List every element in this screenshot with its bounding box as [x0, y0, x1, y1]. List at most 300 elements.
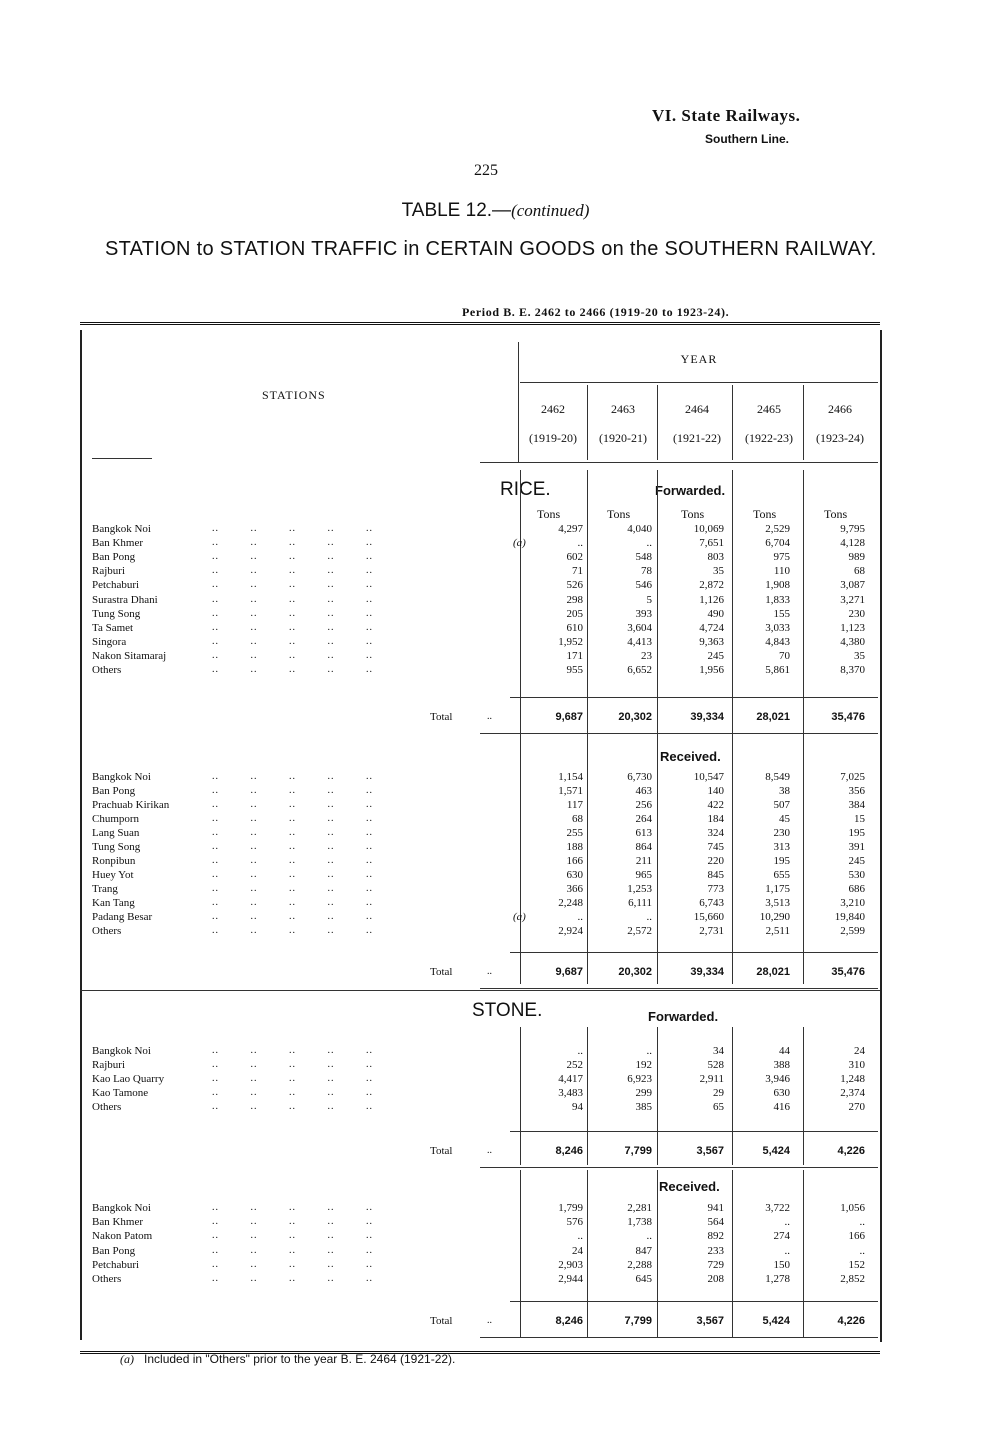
- table-cell: 1,833: [765, 593, 790, 606]
- leader-dots: .. .. .. .. ..: [212, 649, 373, 661]
- table-cell: 1,799: [558, 1202, 583, 1214]
- table-cell: 1,175: [765, 883, 790, 895]
- table-cell: 686: [848, 883, 865, 895]
- total-cell: 9,687: [555, 966, 583, 978]
- table-cell: ..: [859, 1244, 865, 1257]
- table-cell: 1,738: [627, 1216, 652, 1229]
- table-cell: 8,549: [765, 771, 790, 783]
- leader-dots: .. .. .. .. ..: [212, 1202, 373, 1213]
- year-ce-label: (1922-23): [745, 431, 793, 445]
- table-cell: 44: [779, 1045, 790, 1057]
- table-cell: 422: [707, 799, 724, 811]
- table-row: [92, 536, 876, 550]
- table-cell: 3,604: [627, 621, 652, 634]
- table-cell: 29: [713, 1087, 724, 1099]
- station-name: Chumporn: [92, 813, 140, 825]
- total-cell: 35,476: [831, 966, 865, 978]
- station-name: Ta Samet: [92, 621, 134, 634]
- total-cell: 5,424: [762, 1145, 790, 1157]
- table-cell: 192: [635, 1059, 652, 1071]
- table-cell: 2,911: [699, 1073, 724, 1085]
- leader-dots: .. .. .. .. ..: [212, 1230, 373, 1242]
- leader-dots: .. .. .. .. ..: [212, 841, 373, 852]
- table-cell: 68: [854, 565, 865, 578]
- station-name: Singora: [92, 635, 127, 648]
- page-number: 225: [474, 162, 498, 179]
- table-row: [92, 550, 876, 564]
- table-cell: 416: [773, 1101, 790, 1113]
- table-cell: 184: [707, 813, 724, 825]
- total-rule-bottom: [480, 1167, 878, 1168]
- table-cell: 1,123: [840, 621, 865, 634]
- table-frame-right: [877, 330, 882, 1342]
- total-cell: 5,424: [762, 1315, 790, 1327]
- table-cell: 9,363: [699, 635, 724, 648]
- station-name: Petchaburi: [92, 1258, 140, 1271]
- table-continued: (continued): [511, 201, 590, 220]
- table-cell: 166: [848, 1230, 865, 1243]
- leader-dots: .. .. .. .. ..: [212, 1244, 373, 1256]
- table-cell: 233: [707, 1244, 724, 1257]
- station-name: Bangkok Noi: [92, 1045, 151, 1057]
- table-cell: 366: [566, 883, 583, 895]
- table-cell: 548: [635, 551, 652, 564]
- table-row: [92, 798, 876, 812]
- table-cell: ..: [784, 1244, 790, 1257]
- station-name: Lang Suan: [92, 827, 140, 839]
- table-cell: 1,248: [840, 1073, 865, 1085]
- table-row: [92, 578, 876, 592]
- table-cell: 564: [707, 1216, 724, 1229]
- total-rule: [510, 1131, 878, 1132]
- table-cell: 630: [566, 869, 583, 881]
- stations-header: STATIONS: [262, 388, 326, 402]
- leader-dots: .. .. .. .. ..: [212, 593, 373, 605]
- leader-dots: .. .. .. .. ..: [212, 551, 373, 563]
- total-cell: 8,246: [555, 1145, 583, 1157]
- table-cell: 845: [707, 869, 724, 881]
- line-subheading: Southern Line.: [705, 132, 789, 146]
- table-cell: ..: [784, 1216, 790, 1229]
- station-name: Ronpibun: [92, 855, 136, 867]
- commodity-heading: STONE.: [472, 1000, 543, 1021]
- station-name: Trang: [92, 883, 118, 895]
- station-name: Tung Song: [92, 607, 141, 620]
- table-cell: 166: [566, 855, 583, 867]
- leader-dots: .. .. .. .. ..: [212, 1073, 373, 1084]
- total-label: Total: [430, 1315, 453, 1327]
- leader-dots: .. .. .. .. ..: [212, 1258, 373, 1270]
- table-cell: 729: [707, 1258, 724, 1271]
- table-cell: 3,483: [558, 1087, 583, 1099]
- leader-dots: ..: [487, 966, 492, 977]
- year-column-divider: [587, 385, 588, 460]
- year-ce-label: (1919-20): [529, 431, 577, 445]
- table-cell: 2,572: [627, 925, 652, 937]
- table-cell: 195: [848, 827, 865, 839]
- table-cell: ..: [577, 537, 583, 550]
- direction-heading: Forwarded.: [655, 483, 726, 498]
- table-cell: 463: [635, 785, 652, 797]
- table-cell: 5: [646, 593, 652, 606]
- table-cell: ..: [577, 1230, 583, 1243]
- table-row: [92, 868, 876, 882]
- year-ce-label: (1920-21): [599, 431, 647, 445]
- table-cell: 6,730: [627, 771, 652, 783]
- table-row: [92, 621, 876, 635]
- station-name: Bangkok Noi: [92, 1202, 151, 1214]
- table-row: [92, 607, 876, 621]
- table-cell: 2,924: [558, 925, 583, 937]
- total-cell: 35,476: [831, 711, 865, 723]
- table-cell: 270: [848, 1101, 865, 1113]
- leader-dots: .. .. .. .. ..: [212, 1045, 373, 1056]
- leader-dots: .. .. .. .. ..: [212, 827, 373, 838]
- total-cell: 8,246: [555, 1315, 583, 1327]
- section-heading: VI. State Railways.: [652, 106, 801, 125]
- section-divider-rule: [80, 990, 880, 991]
- table-row: [92, 1272, 876, 1286]
- table-cell: 391: [848, 841, 865, 853]
- total-cell: 9,687: [555, 711, 583, 723]
- table-label: [0, 200, 991, 222]
- table-cell: 298: [566, 593, 583, 606]
- leader-dots: .. .. .. .. ..: [212, 771, 373, 782]
- table-row: [92, 854, 876, 868]
- total-cell: 28,021: [756, 966, 790, 978]
- table-cell: 208: [707, 1273, 724, 1285]
- unit-label: Tons: [824, 507, 848, 521]
- table-cell: ..: [646, 911, 652, 923]
- unit-label: Tons: [681, 507, 705, 521]
- table-row: [92, 812, 876, 826]
- table-cell: 220: [707, 855, 724, 867]
- table-row: [92, 826, 876, 840]
- leader-dots: .. .. .. .. ..: [212, 813, 373, 824]
- table-cell: 613: [635, 827, 652, 839]
- period-label: Period B. E. 2462 to 2466 (1919-20 to 1923-24).: [462, 305, 730, 319]
- total-rule: [510, 697, 878, 698]
- table-cell: 864: [635, 841, 652, 853]
- table-cell: 19,840: [834, 911, 865, 923]
- year-column-divider: [657, 385, 658, 460]
- table-cell: 526: [566, 579, 583, 592]
- table-cell: 2,731: [699, 925, 724, 937]
- year-be-label: 2462: [541, 402, 565, 416]
- year-be-label: 2464: [685, 402, 709, 416]
- table-cell: 310: [848, 1059, 865, 1071]
- table-cell: 6,923: [627, 1073, 652, 1085]
- stations-header-rule: [92, 458, 152, 459]
- total-label: Total: [430, 1145, 453, 1157]
- total-cell: 4,226: [837, 1145, 865, 1157]
- table-cell: 1,908: [765, 579, 790, 592]
- table-cell: 195: [773, 855, 790, 867]
- year-header: YEAR: [680, 352, 718, 366]
- table-cell: 70: [779, 649, 790, 662]
- table-cell: 2,248: [558, 897, 583, 909]
- total-row: [92, 711, 876, 727]
- table-cell: 941: [707, 1202, 724, 1214]
- table-cell: 2,944: [558, 1273, 583, 1285]
- table-cell: 4,040: [627, 523, 652, 535]
- table-cell: 892: [707, 1230, 724, 1243]
- station-name: Others: [92, 1273, 122, 1285]
- table-cell: 2,599: [840, 925, 865, 937]
- leader-dots: .. .. .. .. ..: [212, 799, 373, 810]
- table-cell: 2,872: [699, 579, 724, 592]
- total-cell: 20,302: [618, 711, 652, 723]
- table-cell: 10,547: [693, 771, 724, 783]
- leader-dots: .. .. .. .. ..: [212, 1273, 373, 1284]
- footnote-ref: (a): [513, 537, 526, 550]
- table-cell: 1,126: [699, 593, 724, 606]
- table-cell: 15: [854, 813, 865, 825]
- station-name: Ban Pong: [92, 785, 136, 797]
- leader-dots: .. .. .. .. ..: [212, 523, 373, 534]
- table-cell: ..: [646, 537, 652, 550]
- table-cell: 1,154: [558, 771, 583, 783]
- table-cell: 388: [773, 1059, 790, 1071]
- table-row: [92, 1100, 876, 1114]
- table-row: [92, 770, 876, 784]
- table-cell: 140: [707, 785, 724, 797]
- year-column-divider: [518, 342, 519, 462]
- table-row: [92, 1215, 876, 1229]
- table-cell: 384: [848, 799, 865, 811]
- total-row: [92, 1145, 876, 1161]
- total-rule: [510, 1301, 878, 1302]
- table-cell: 155: [773, 607, 790, 620]
- table-cell: 78: [641, 565, 652, 578]
- leader-dots: .. .. .. .. ..: [212, 785, 373, 796]
- table-cell: 38: [779, 785, 790, 797]
- station-name: Kao Tamone: [92, 1087, 149, 1099]
- table-cell: 117: [566, 799, 583, 811]
- table-cell: 4,417: [558, 1073, 583, 1085]
- table-cell: ..: [577, 911, 583, 923]
- table-cell: 1,571: [558, 785, 583, 797]
- table-row: [92, 1201, 876, 1215]
- leader-dots: .. .. .. .. ..: [212, 621, 373, 633]
- table-cell: 3,210: [840, 897, 865, 909]
- station-name: Bangkok Noi: [92, 523, 151, 535]
- year-column-divider: [803, 385, 804, 460]
- total-cell: 7,799: [624, 1145, 652, 1157]
- commodity-heading: RICE.: [500, 479, 551, 500]
- unit-label: Tons: [753, 507, 777, 521]
- table-cell: 299: [635, 1087, 652, 1099]
- leader-dots: .. .. .. .. ..: [212, 925, 373, 936]
- year-column-divider: [732, 385, 733, 460]
- station-name: Nakon Sitamaraj: [92, 649, 167, 662]
- table-row: [92, 882, 876, 896]
- table-cell: 745: [707, 841, 724, 853]
- direction-heading: Received.: [660, 749, 721, 764]
- table-cell: 4,380: [840, 635, 865, 648]
- table-cell: 6,111: [628, 897, 652, 909]
- station-name: Kan Tang: [92, 897, 135, 909]
- unit-label: Tons: [537, 507, 561, 521]
- table-cell: 2,374: [840, 1087, 865, 1099]
- station-name: Bangkok Noi: [92, 771, 151, 783]
- table-cell: ..: [646, 1045, 652, 1057]
- leader-dots: ..: [487, 711, 492, 722]
- table-cell: 150: [773, 1258, 790, 1271]
- table-cell: 1,253: [627, 883, 652, 895]
- total-label: Total: [430, 711, 453, 723]
- table-cell: 152: [848, 1258, 865, 1271]
- table-row: [92, 896, 876, 910]
- station-name: Others: [92, 925, 122, 937]
- table-number: TABLE 12.—: [401, 200, 512, 221]
- footnote-marker: (a): [120, 1352, 134, 1366]
- table-cell: 2,852: [840, 1273, 865, 1285]
- table-cell: 630: [773, 1087, 790, 1099]
- table-cell: 110: [773, 565, 790, 578]
- table-cell: 975: [773, 551, 790, 564]
- total-cell: 20,302: [618, 966, 652, 978]
- total-rule-bottom: [480, 988, 878, 989]
- station-name: Petchaburi: [92, 579, 140, 592]
- table-row: [92, 564, 876, 578]
- total-rule: [510, 952, 878, 953]
- table-cell: 645: [635, 1273, 652, 1285]
- station-name: Ban Khmer: [92, 537, 144, 550]
- table-cell: 2,511: [765, 925, 790, 937]
- table-cell: 3,271: [840, 593, 865, 606]
- table-cell: 3,033: [765, 621, 790, 634]
- leader-dots: .. .. .. .. ..: [212, 1087, 373, 1098]
- table-cell: 9,795: [840, 523, 865, 535]
- leader-dots: .. .. .. .. ..: [212, 855, 373, 866]
- table-row: [92, 1044, 876, 1058]
- leader-dots: .. .. .. .. ..: [212, 883, 373, 894]
- table-cell: 965: [635, 869, 652, 881]
- station-name: Rajburi: [92, 1059, 125, 1071]
- table-row: [92, 1058, 876, 1072]
- table-cell: 4,297: [558, 523, 583, 535]
- table-row: [92, 522, 876, 536]
- table-cell: 602: [566, 551, 583, 564]
- table-row: [92, 649, 876, 663]
- station-name: Surastra Dhani: [92, 593, 158, 606]
- table-cell: 2,529: [765, 523, 790, 535]
- table-cell: 3,722: [765, 1202, 790, 1214]
- leader-dots: ..: [487, 1145, 492, 1156]
- station-name: Ban Khmer: [92, 1216, 144, 1229]
- table-cell: 15,660: [693, 911, 724, 923]
- table-cell: 2,281: [627, 1202, 652, 1214]
- table-cell: 7,025: [840, 771, 865, 783]
- leader-dots: .. .. .. .. ..: [212, 897, 373, 908]
- table-cell: 252: [566, 1059, 583, 1071]
- table-cell: 10,290: [759, 911, 790, 923]
- table-cell: 490: [707, 607, 724, 620]
- table-cell: 955: [566, 664, 583, 676]
- table-cell: 324: [707, 827, 724, 839]
- total-cell: 39,334: [690, 966, 724, 978]
- leader-dots: .. .. .. .. ..: [212, 1059, 373, 1070]
- footnote-text: Included in "Others" prior to the year B. E. 2464 (1921-22).: [144, 1352, 456, 1366]
- table-row: [92, 1072, 876, 1086]
- table-cell: 34: [713, 1045, 724, 1057]
- table-cell: 610: [566, 621, 583, 634]
- leader-dots: .. .. .. .. ..: [212, 1216, 373, 1228]
- table-cell: 10,069: [693, 523, 724, 535]
- table-row: [92, 1086, 876, 1100]
- table-row: [92, 1244, 876, 1258]
- leader-dots: .. .. .. .. ..: [212, 579, 373, 591]
- table-cell: 4,128: [840, 537, 865, 550]
- station-name: Ban Pong: [92, 551, 136, 564]
- table-cell: 4,413: [627, 635, 652, 648]
- table-cell: 274: [773, 1230, 790, 1243]
- table-row: [92, 1229, 876, 1243]
- table-cell: 507: [773, 799, 790, 811]
- table-cell: 23: [641, 649, 652, 662]
- total-row: [92, 966, 876, 982]
- table-cell: 3,087: [840, 579, 865, 592]
- station-name: Others: [92, 664, 122, 676]
- total-cell: 3,567: [696, 1145, 724, 1157]
- year-be-label: 2465: [757, 402, 781, 416]
- table-row: [92, 924, 876, 938]
- total-cell: 28,021: [756, 711, 790, 723]
- table-cell: 393: [635, 607, 652, 620]
- table-cell: 313: [773, 841, 790, 853]
- table-cell: ..: [646, 1230, 652, 1243]
- direction-heading: Received.: [659, 1179, 720, 1194]
- leader-dots: ..: [487, 1315, 492, 1326]
- leader-dots: .. .. .. .. ..: [212, 607, 373, 619]
- table-cell: 803: [707, 551, 724, 564]
- table-cell: 847: [635, 1244, 652, 1257]
- footnote: [120, 1352, 455, 1367]
- table-cell: 24: [572, 1244, 583, 1257]
- table-cell: 356: [848, 785, 865, 797]
- column-header-rule: [480, 462, 878, 463]
- table-cell: 2,903: [558, 1258, 583, 1271]
- leader-dots: .. .. .. .. ..: [212, 911, 373, 922]
- table-cell: 385: [635, 1101, 652, 1113]
- table-cell: 530: [848, 869, 865, 881]
- station-name: Prachuab Kirikan: [92, 799, 170, 811]
- table-cell: 655: [773, 869, 790, 881]
- leader-dots: .. .. .. .. ..: [212, 537, 373, 549]
- total-cell: 39,334: [690, 711, 724, 723]
- table-cell: 256: [635, 799, 652, 811]
- table-cell: 245: [848, 855, 865, 867]
- table-cell: 255: [566, 827, 583, 839]
- table-cell: 2,288: [627, 1258, 652, 1271]
- table-cell: 71: [572, 565, 583, 578]
- table-cell: 35: [713, 565, 724, 578]
- table-cell: 4,843: [765, 635, 790, 648]
- total-row: [92, 1315, 876, 1331]
- table-row: [92, 910, 876, 924]
- table-cell: 8,370: [840, 664, 865, 676]
- total-cell: 3,567: [696, 1315, 724, 1327]
- table-row: [92, 840, 876, 854]
- table-row: [92, 635, 876, 649]
- total-cell: 7,799: [624, 1315, 652, 1327]
- table-cell: 188: [566, 841, 583, 853]
- station-name: Padang Besar: [92, 911, 153, 923]
- table-cell: 6,704: [765, 537, 790, 550]
- table-cell: 230: [773, 827, 790, 839]
- footnote-ref: (a): [513, 911, 526, 923]
